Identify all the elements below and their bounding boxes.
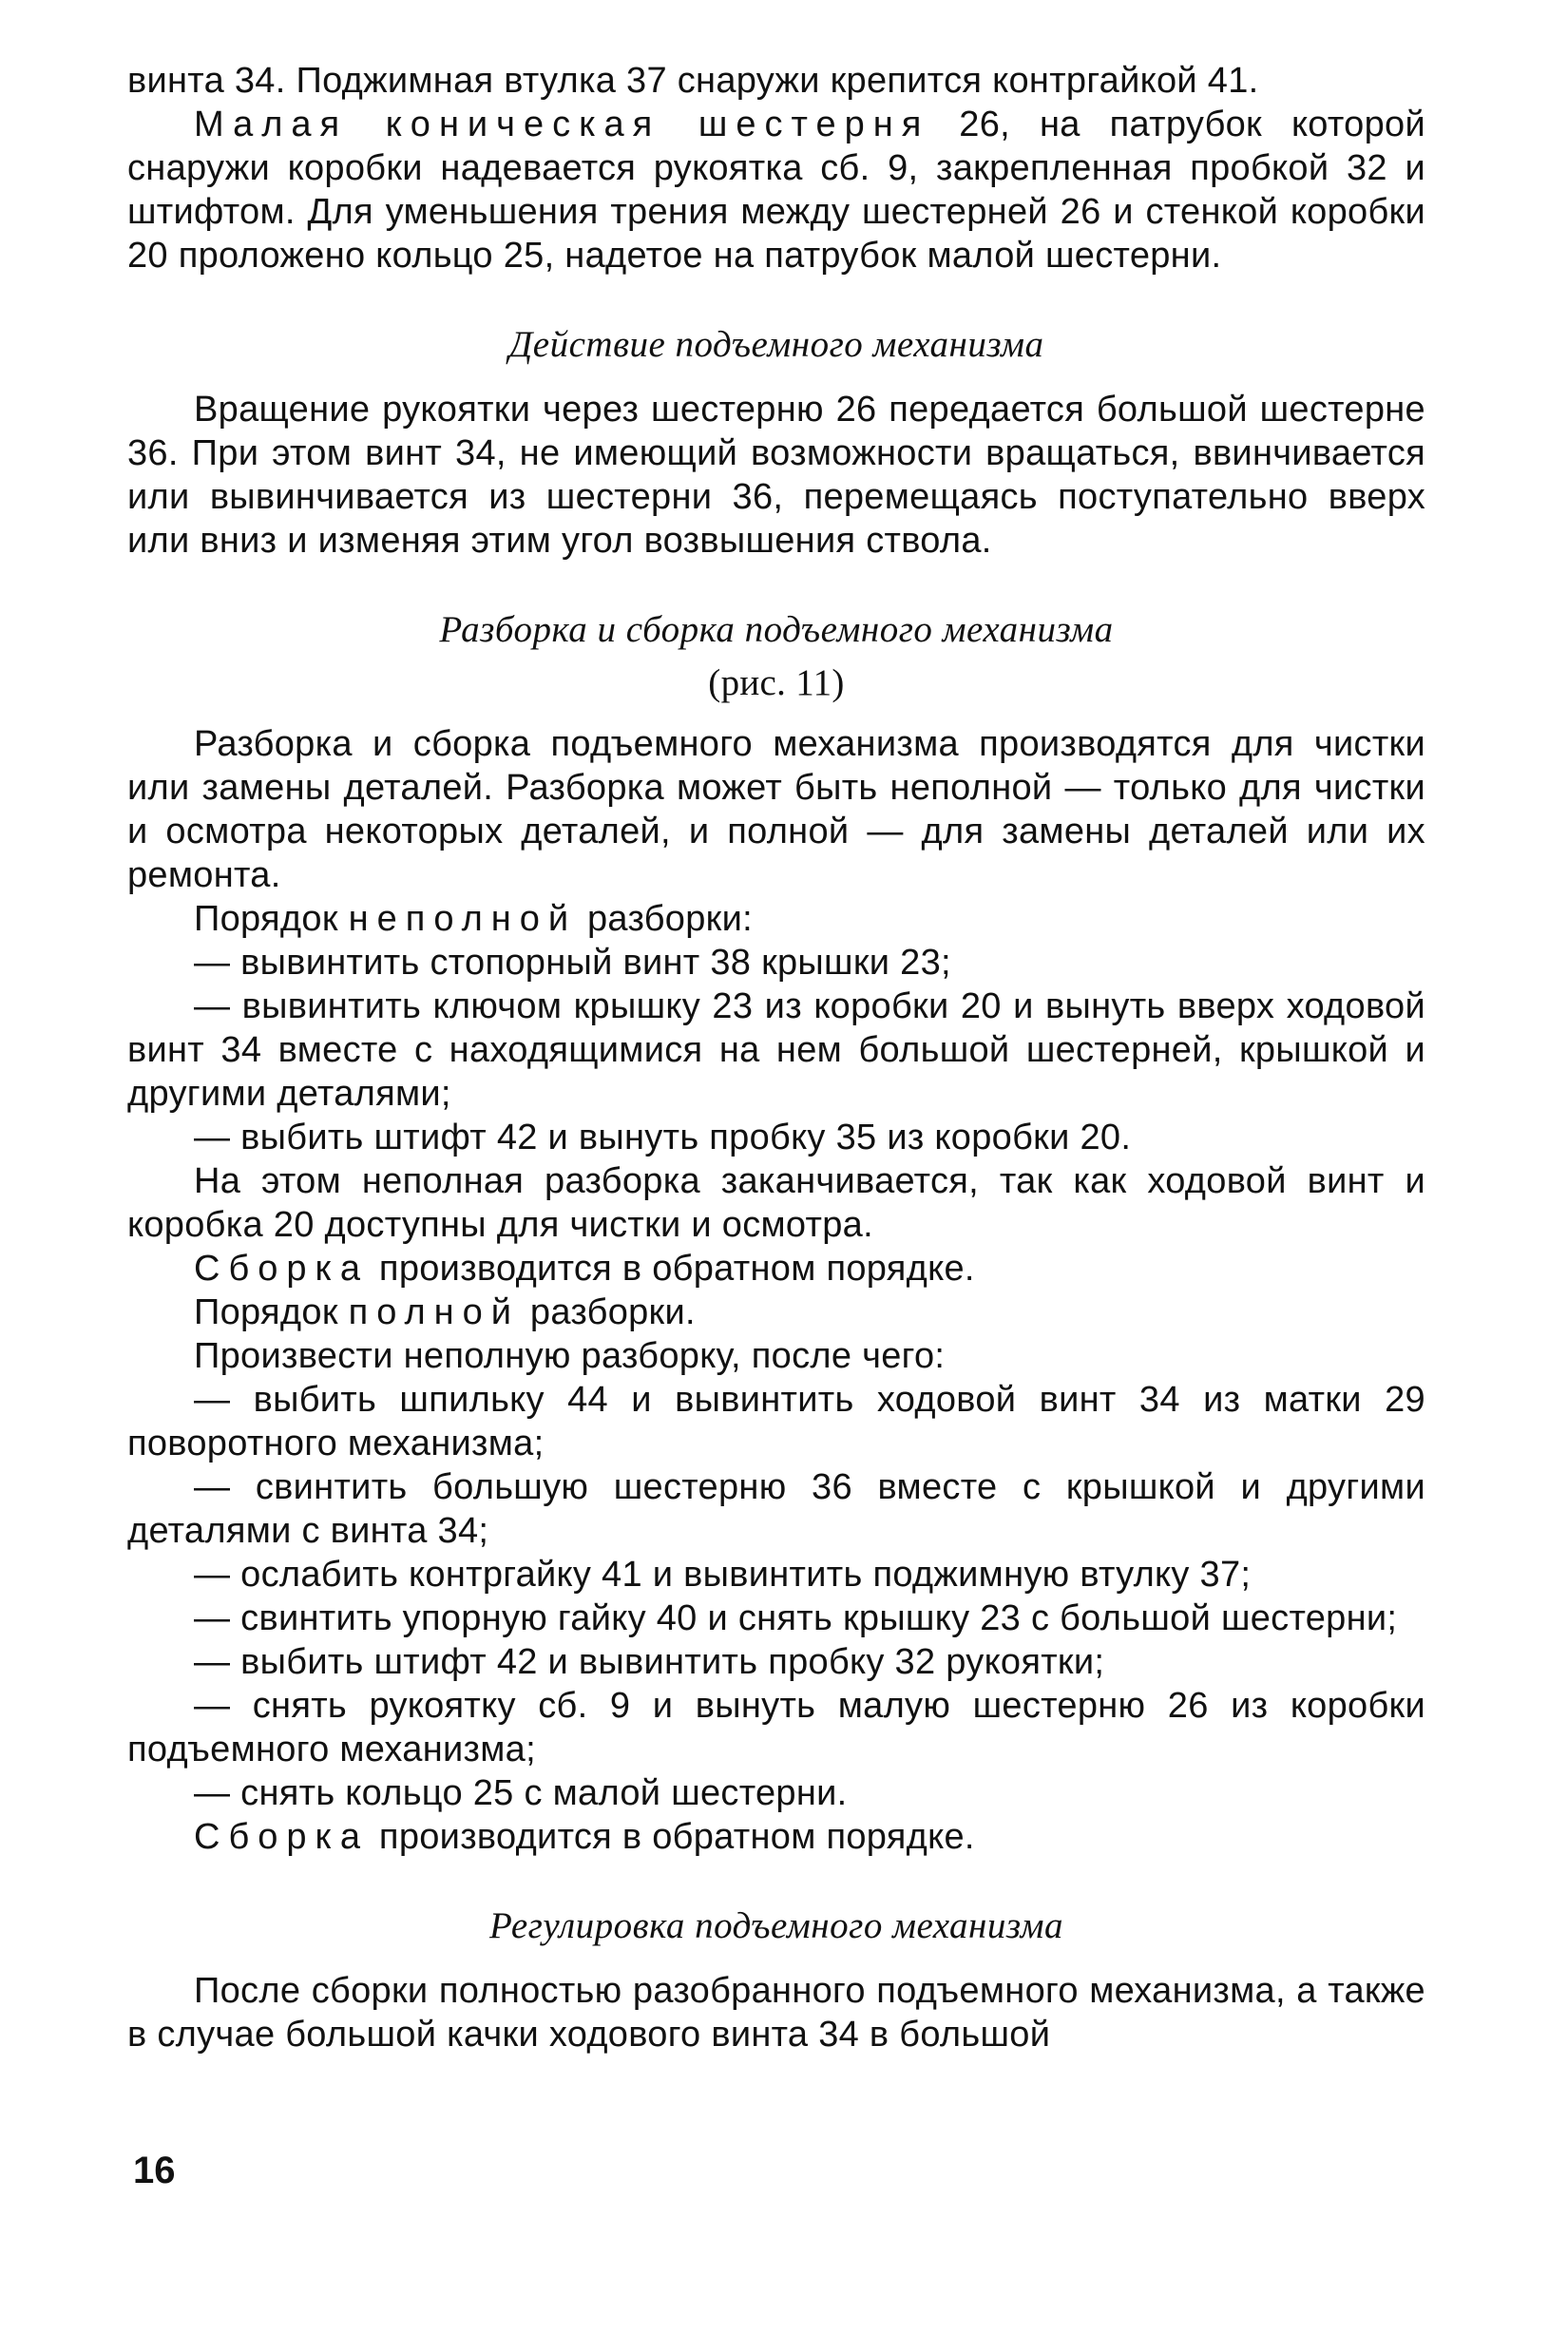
page-number: 16 <box>133 2150 176 2191</box>
text: Порядок <box>194 1292 349 1332</box>
full-step: — снять рукоятку сб. 9 и вынуть малую шестерню 26 из коробки подъемного механизма; <box>127 1686 1425 1769</box>
heading-adjustment: Регулировка подъемного механизма <box>488 1905 1064 1946</box>
full-step: — ослабить контргайку 41 и вывинтить поджимную втулку 37; <box>194 1555 1252 1595</box>
full-step: — выбить штифт 42 и вывинтить пробку 32 рукоятки; <box>194 1642 1105 1682</box>
partial-step: — вывинтить ключом крышку 23 из коробки 20 и вынуть вверх ходовой винт 34 вместе с находящимися на нем большой шестерней, крышкой и другими деталями; <box>127 986 1425 1114</box>
spaced-term: неполной <box>348 899 578 939</box>
text: разборки: <box>577 899 753 939</box>
spaced-term: Сборка <box>194 1249 370 1289</box>
heading-action: Действие подъемного механизма <box>508 324 1044 365</box>
assembly-line <box>127 1247 1425 1291</box>
partial-order-line <box>127 897 1425 941</box>
full-intro: Произвести неполную разборку, после чего: <box>194 1336 946 1376</box>
text: производится в обратном порядке. <box>369 1249 975 1289</box>
figure-reference: (рис. 11) <box>708 662 845 703</box>
spaced-term: Сборка <box>194 1817 370 1857</box>
partial-end: На этом неполная разборка заканчивается, так как ходовой винт и коробка 20 доступны для чистки и осмотра. <box>127 1161 1425 1245</box>
text: Порядок <box>194 899 349 939</box>
assembly-line <box>127 1815 1425 1859</box>
full-step: — выбить шпильку 44 и вывинтить ходовой винт 34 из матки 29 поворотного механизма; <box>127 1380 1425 1463</box>
full-step: — снять кольцо 25 с малой шестерни. <box>194 1773 848 1813</box>
paragraph-continuation: винта 34. Поджимная втулка 37 снаружи крепится контргайкой 41. <box>127 61 1259 101</box>
heading-disassembly: Разборка и сборка подъемного механизма <box>439 609 1114 650</box>
spaced-term: полной <box>348 1292 521 1332</box>
paragraph-small-gear <box>127 103 1425 277</box>
paragraph-adjustment: После сборки полностью разобранного подъемного механизма, а также в случае большой качки ходового винта 34 в большой <box>127 1971 1425 2055</box>
text: разборки. <box>520 1292 696 1332</box>
full-step: — свинтить большую шестерню 36 вместе с крышкой и другими деталями с винта 34; <box>127 1467 1425 1551</box>
partial-step: — выбить штифт 42 и вынуть пробку 35 из коробки 20. <box>194 1118 1132 1157</box>
spaced-term: Малая коническая шестерня <box>194 105 930 144</box>
paragraph-disassembly: Разборка и сборка подъемного механизма производятся для чистки или замены деталей. Разборка может быть неполной — только для чистки и осмотра некоторых деталей, и полной — для замены деталей или их ремонта. <box>127 724 1425 895</box>
document-body <box>127 59 1425 2056</box>
partial-step: — вывинтить стопорный винт 38 крышки 23; <box>194 943 951 983</box>
full-order-line <box>127 1291 1425 1334</box>
full-step: — свинтить упорную гайку 40 и снять крышку 23 с большой шестерни; <box>194 1598 1398 1638</box>
text: производится в обратном порядке. <box>369 1817 975 1857</box>
paragraph-text: 26, на патрубок которой снаружи коробки надевается рукоятка сб. 9, закрепленная пробкой 32 и штифтом. Для уменьшения трения между шестерней 26 и стенкой коробки 20 проложено кольцо 25, надетое на патрубок малой шестерни. <box>127 105 1425 276</box>
paragraph-action: Вращение рукоятки через шестерню 26 передается большой шестерне 36. При этом винт 34, не имеющий возможности вращаться, ввинчивается или вывинчивается из шестерни 36, перемещаясь поступательно вверх или вниз и изменяя этим угол возвышения ствола. <box>127 390 1425 561</box>
